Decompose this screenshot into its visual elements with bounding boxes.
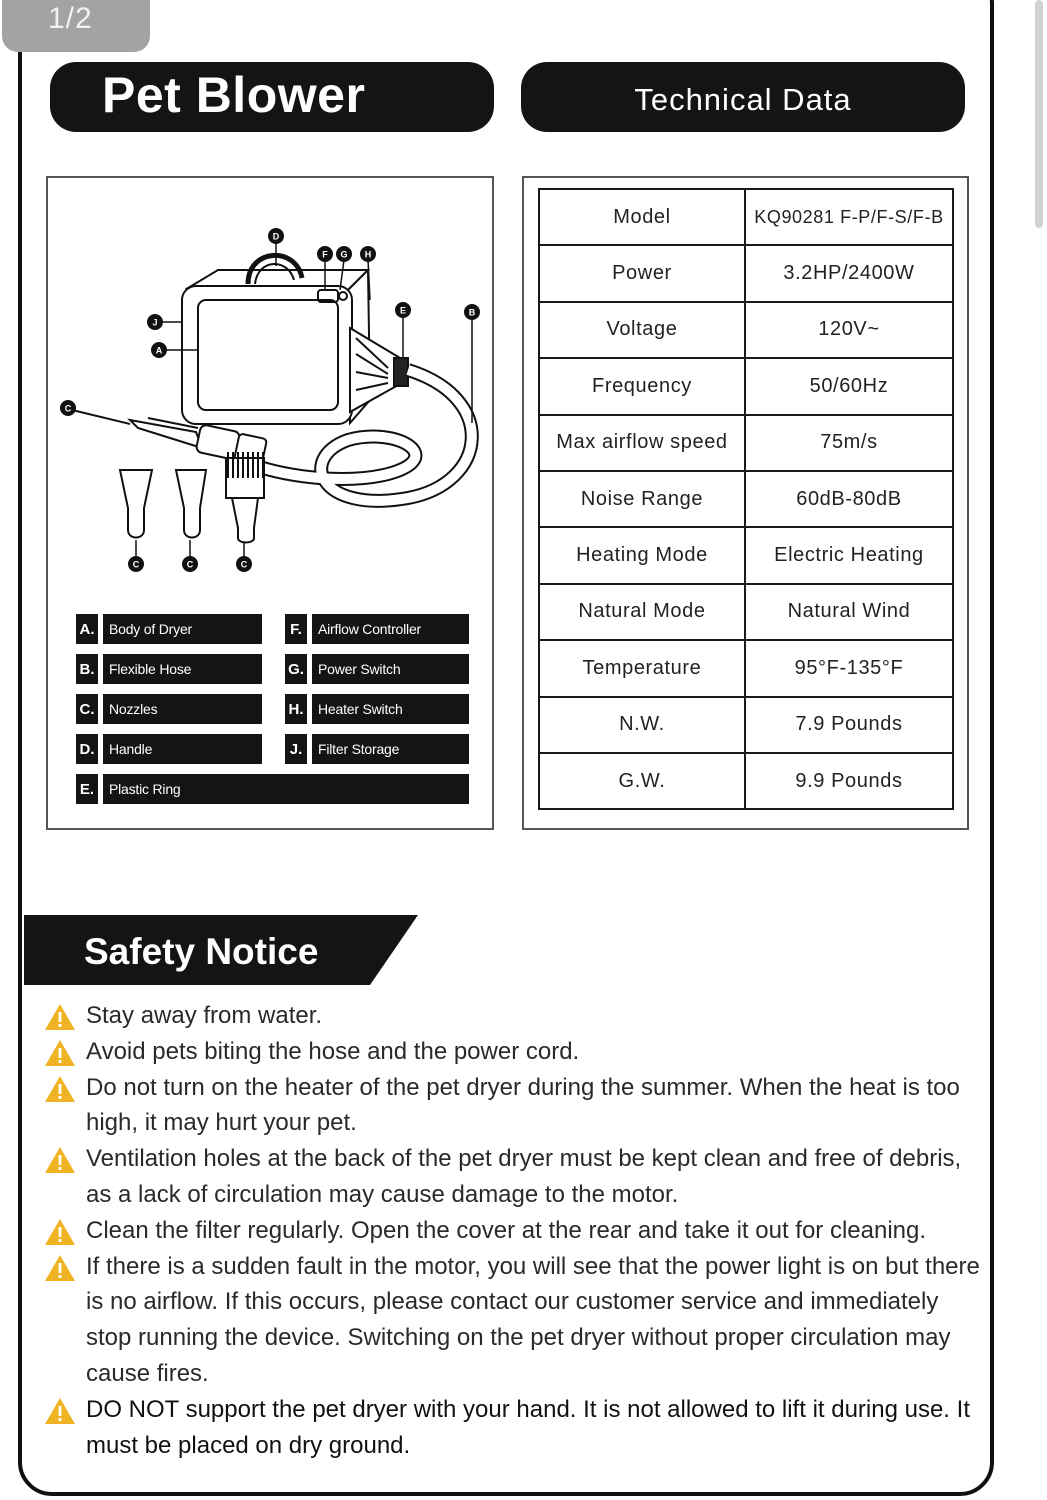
tech-label: Power (539, 245, 745, 301)
legend-item-j (285, 734, 469, 764)
tech-label: G.W. (539, 753, 745, 809)
legend-letter: J. (285, 734, 307, 764)
legend-label: Flexible Hose (103, 654, 262, 684)
legend-label: Heater Switch (312, 694, 469, 724)
tech-label: Natural Mode (539, 584, 745, 640)
safety-item-text: Ventilation holes at the back of the pet dryer must be kept clean and free of debris, as a lack of circulation may cause damage to the motor. (86, 1145, 962, 1208)
tech-row (539, 640, 953, 696)
safety-item (44, 1034, 989, 1070)
callout-a: A (155, 345, 163, 356)
technical-data-table (538, 188, 954, 810)
callout-e: E (399, 305, 407, 316)
warning-triangle-icon (44, 1146, 76, 1174)
safety-item (44, 998, 989, 1034)
legend-letter: A. (76, 614, 98, 644)
tech-row (539, 527, 953, 583)
legend-label: Handle (103, 734, 262, 764)
legend-item-f (285, 614, 469, 644)
product-title: Pet Blower (102, 67, 366, 123)
warning-triangle-icon (44, 1039, 76, 1067)
callout-b: B (468, 307, 476, 318)
tech-value: Natural Wind (745, 584, 953, 640)
safety-item (44, 1213, 989, 1249)
tech-label: N.W. (539, 697, 745, 753)
callout-c-nozzle-1: C (132, 559, 140, 570)
legend-letter: H. (285, 694, 307, 724)
tech-value: 50/60Hz (745, 358, 953, 414)
tech-row (539, 697, 953, 753)
callout-g: G (340, 249, 348, 260)
product-title-banner (50, 62, 494, 132)
technical-data-title: Technical Data (634, 82, 852, 117)
pet-blower-diagram (48, 178, 492, 598)
warning-triangle-icon (44, 1075, 76, 1103)
tech-value: KQ90281 F-P/F-S/F-B (745, 189, 953, 245)
legend-item-h (285, 694, 469, 724)
tech-value: 95°F-135°F (745, 640, 953, 696)
page-indicator (2, 0, 150, 52)
legend-label: Airflow Controller (312, 614, 469, 644)
legend-letter: B. (76, 654, 98, 684)
legend-label: Power Switch (312, 654, 469, 684)
safety-item (44, 1141, 989, 1213)
safety-item-text: Avoid pets biting the hose and the power cord. (86, 1037, 580, 1065)
tech-value: 75m/s (745, 415, 953, 471)
tech-value: 60dB-80dB (745, 471, 953, 527)
legend-item-d (76, 734, 262, 764)
tech-row (539, 415, 953, 471)
tech-label: Max airflow speed (539, 415, 745, 471)
safety-item-text: Stay away from water. (86, 1002, 323, 1029)
legend-letter: F. (285, 614, 307, 644)
tech-row (539, 302, 953, 358)
callout-f: F (322, 249, 328, 260)
tech-row (539, 753, 953, 809)
tech-value: 7.9 Pounds (745, 697, 953, 753)
tech-value: 9.9 Pounds (745, 753, 953, 809)
legend-label: Plastic Ring (103, 774, 469, 804)
safety-item-text: Clean the filter regularly. Open the cover at the rear and take it out for cleaning. (86, 1216, 927, 1244)
technical-data-banner (521, 62, 965, 132)
safety-notice-banner (24, 915, 418, 985)
tech-row (539, 358, 953, 414)
legend-letter: C. (76, 694, 98, 724)
page-indicator-text: 1/2 (48, 2, 93, 35)
tech-value: 120V~ (745, 302, 953, 358)
safety-notice-title: Safety Notice (84, 931, 319, 972)
callout-j: J (152, 317, 158, 328)
callout-h: H (364, 249, 372, 260)
safety-item-text: DO NOT support the pet dryer with your hand. It is not allowed to lift it during use. It must be placed on dry ground. (86, 1395, 970, 1459)
legend-item-c (76, 694, 262, 724)
tech-label: Temperature (539, 640, 745, 696)
tech-label: Model (539, 189, 745, 245)
safety-item (44, 1249, 989, 1392)
legend-letter: G. (285, 654, 307, 684)
tech-value: 3.2HP/2400W (745, 245, 953, 301)
legend-letter: E. (76, 774, 98, 804)
safety-item (44, 1392, 989, 1464)
legend-label: Filter Storage (312, 734, 469, 764)
warning-triangle-icon (44, 1254, 76, 1282)
callout-d: D (272, 231, 280, 242)
tech-label: Heating Mode (539, 527, 745, 583)
tech-label: Frequency (539, 358, 745, 414)
tech-row (539, 471, 953, 527)
tech-row (539, 189, 953, 245)
safety-list (44, 998, 989, 1463)
safety-item (44, 1070, 989, 1142)
tech-label: Noise Range (539, 471, 745, 527)
legend-item-b (76, 654, 262, 684)
safety-item-text: Do not turn on the heater of the pet dryer during the summer. When the heat is too high, it may hurt your pet. (86, 1073, 960, 1137)
warning-triangle-icon (44, 1218, 76, 1246)
tech-row (539, 245, 953, 301)
scrollbar[interactable] (1035, 0, 1043, 228)
safety-item-text: If there is a sudden fault in the motor, you will see that the power light is on but there is no airflow. If this occurs, please contact our customer service and immediately stop running the device. Switching on the pet dryer without proper circulation may cause fires. (86, 1252, 980, 1387)
diagram-panel (46, 176, 494, 830)
callout-c-wand: C (64, 403, 72, 414)
tech-value: Electric Heating (745, 527, 953, 583)
callout-c-nozzle-2: C (186, 559, 194, 570)
technical-data-panel (522, 176, 969, 830)
tech-row (539, 584, 953, 640)
warning-triangle-icon (44, 1003, 76, 1031)
legend-label: Body of Dryer (103, 614, 262, 644)
legend-letter: D. (76, 734, 98, 764)
warning-triangle-icon (44, 1397, 76, 1425)
tech-label: Voltage (539, 302, 745, 358)
callout-c-nozzle-3: C (240, 559, 248, 570)
legend-item-e (76, 774, 469, 804)
legend-item-a (76, 614, 262, 644)
legend-item-g (285, 654, 469, 684)
legend-label: Nozzles (103, 694, 262, 724)
